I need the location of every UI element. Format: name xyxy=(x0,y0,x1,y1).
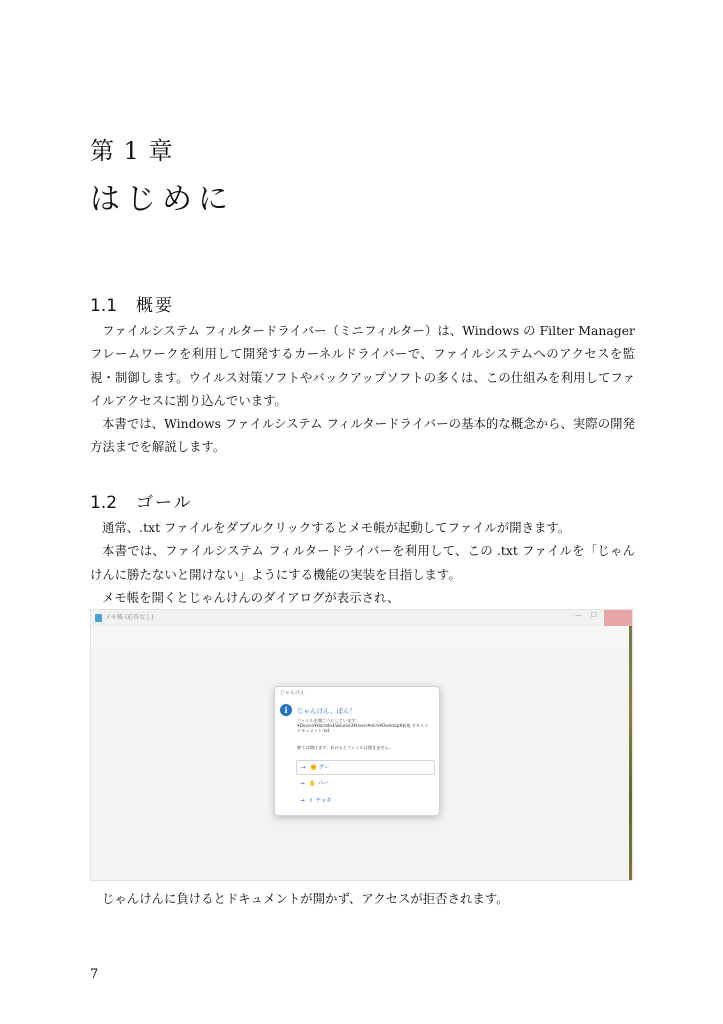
section-number: 1.1 xyxy=(90,296,118,316)
option-scissors-button[interactable] xyxy=(296,794,435,809)
dialog-heading: じゃんけん、ぽん！ xyxy=(297,707,356,715)
dialog-body-line: ¥Device¥HarddiskVolume3¥Users¥dcm¥Desktop¥新規 テキスト xyxy=(297,723,429,729)
section-title: ゴール xyxy=(136,493,193,513)
arrow-right-icon: → xyxy=(300,781,305,787)
paragraph: ファイルシステム フィルタードライバー（ミニフィルター）は、Windows の Filter Manager フレームワークを利用して開発するカーネルドライバーで、ファイルシステムへのアクセスを監視・制御します。ウイルス対策ソフトやバックアップソフトの多くは、この仕組みを利用してファイルアクセスに割り込んでいます。 xyxy=(90,323,635,408)
paragraph: 本書では、Windows ファイルシステム フィルタードライバーの基本的な概念から、実際の開発方法までを解説します。 xyxy=(90,416,635,455)
notepad-titlebar xyxy=(91,610,632,626)
option-label: グー xyxy=(318,765,330,771)
dialog-body xyxy=(297,718,437,734)
notepad-janken-screenshot xyxy=(90,609,633,881)
section-heading-goal xyxy=(90,488,193,513)
window-title: メモ帳 (応答なし) xyxy=(105,614,154,621)
scissors-icon: ✌ xyxy=(309,798,314,804)
page-number: 7 xyxy=(90,967,99,982)
section-number: 1.2 xyxy=(90,493,118,513)
paragraph: 本書では、ファイルシステム フィルタードライバーを利用して、この .txt ファイルを「じゃんけんに勝たないと開けない」ようにする機能の実装を目指します。 xyxy=(90,543,635,582)
close-button[interactable] xyxy=(604,610,632,626)
chapter-number: 第 1 章 xyxy=(90,137,174,165)
section-title: 概要 xyxy=(136,296,174,316)
section-heading-overview xyxy=(90,291,174,316)
dialog-note: 勝てば開けます。負けるとファイルは開きません。 xyxy=(297,745,394,750)
desktop-background-strip xyxy=(629,626,632,880)
option-label: チョキ xyxy=(315,798,332,804)
dialog-title: じゃんけん xyxy=(280,690,306,696)
paragraph: 通常、.txt ファイルをダブルクリックするとメモ帳が起動してファイルが開きます。 xyxy=(102,520,571,535)
option-paper-button[interactable] xyxy=(296,777,435,792)
maximize-icon[interactable]: ☐ xyxy=(590,611,597,619)
chapter-title: はじめに xyxy=(90,182,234,217)
option-label: パー xyxy=(317,781,329,787)
dialog-body-line: ドキュメント.txt xyxy=(297,728,330,734)
dialog-body-line: ファイルを開こうとしています: xyxy=(297,718,357,723)
notepad-menubar xyxy=(91,626,629,648)
option-rock-button[interactable] xyxy=(296,760,435,775)
section-body-goal xyxy=(90,516,635,609)
open-hand-icon: ✋ xyxy=(309,781,316,787)
info-icon: i xyxy=(280,704,292,716)
arrow-right-icon: → xyxy=(300,798,305,804)
fist-icon: ✊ xyxy=(310,765,317,771)
section-body-overview xyxy=(90,319,635,459)
janken-dialog xyxy=(274,686,440,816)
notepad-icon xyxy=(95,614,102,622)
figure-caption: じゃんけんに負けるとドキュメントが開かず、アクセスが拒否されます。 xyxy=(102,891,509,906)
minimize-icon[interactable]: — xyxy=(575,611,582,619)
paragraph: メモ帳を開くとじゃんけんのダイアログが表示され、 xyxy=(102,589,400,605)
arrow-right-icon: → xyxy=(301,765,306,771)
